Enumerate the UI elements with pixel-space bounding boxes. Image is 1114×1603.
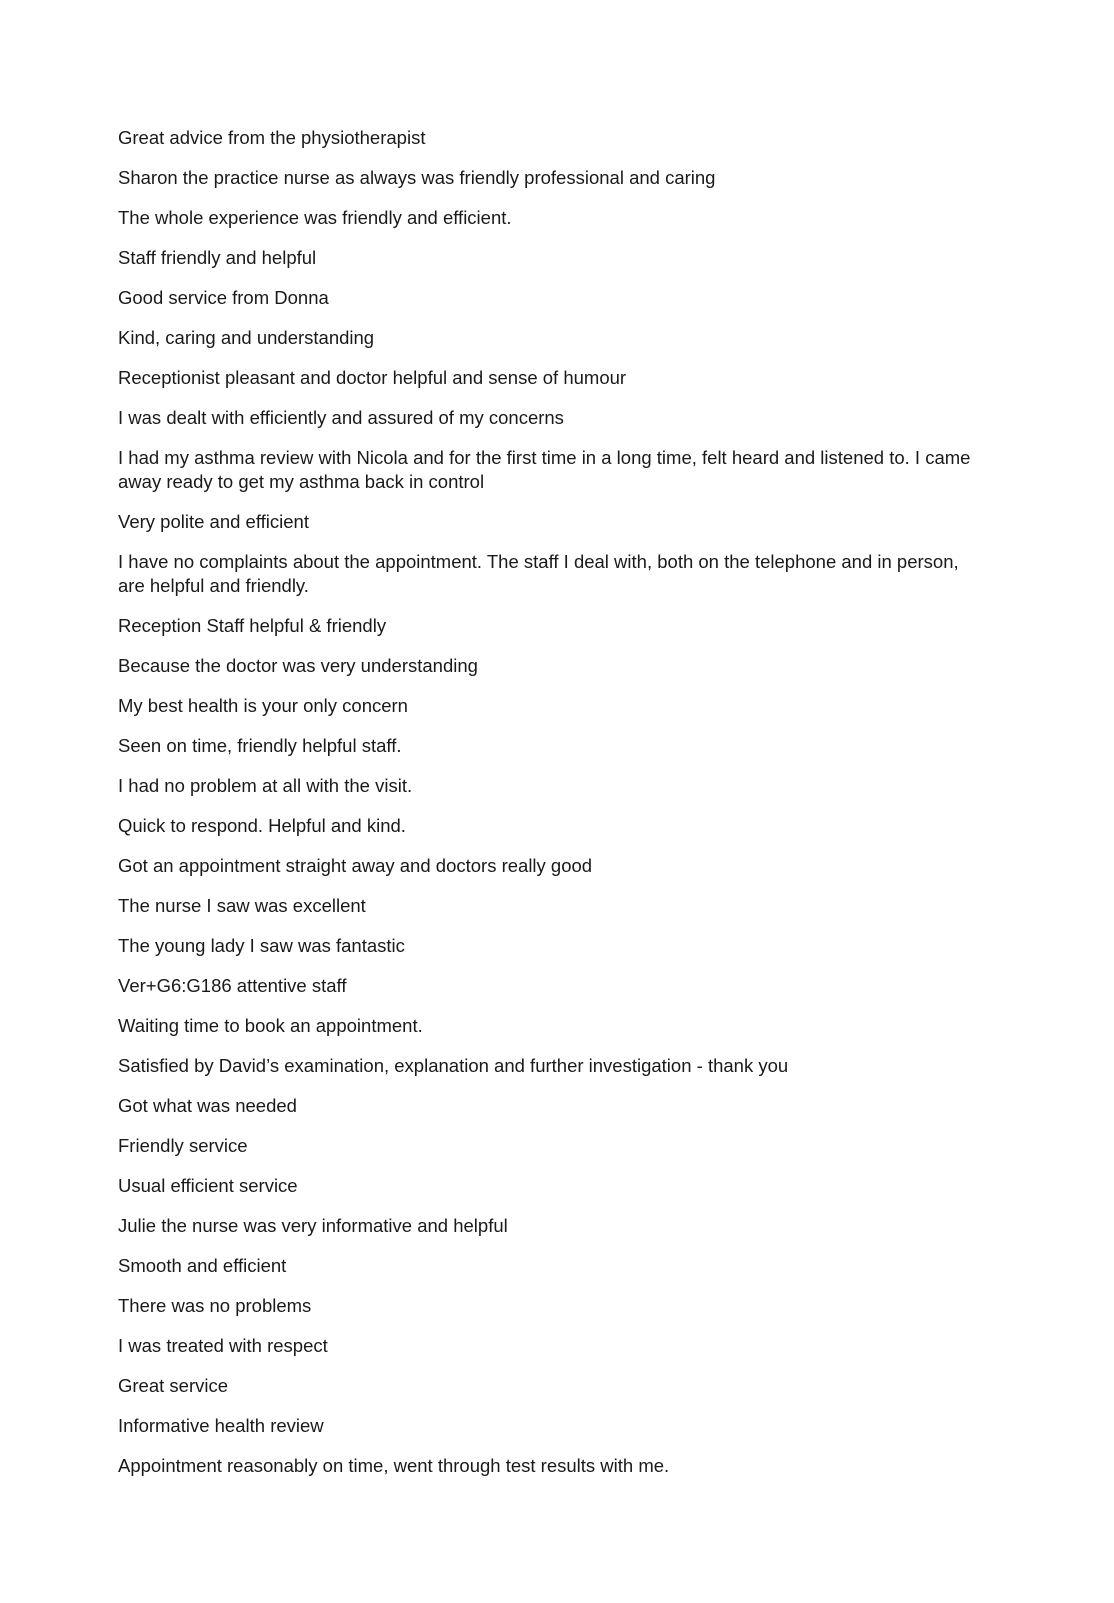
feedback-comment: Got what was needed [118, 1095, 297, 1116]
feedback-comment: Very polite and efficient [118, 511, 309, 532]
feedback-comment: Julie the nurse was very informative and helpful [118, 1215, 508, 1236]
feedback-comment: I was dealt with efficiently and assured of my concerns [118, 407, 564, 428]
feedback-comment: Smooth and efficient [118, 1255, 287, 1276]
feedback-comment: Receptionist pleasant and doctor helpful and sense of humour [118, 367, 627, 388]
feedback-comment: The nurse I saw was excellent [118, 895, 366, 916]
feedback-comment: I had no problem at all with the visit. [118, 775, 413, 796]
feedback-comment: Usual efficient service [118, 1175, 298, 1196]
feedback-comment: Satisfied by David’s examination, explanation and further investigation - thank you [118, 1055, 789, 1076]
feedback-comment: Sharon the practice nurse as always was friendly professional and caring [118, 167, 716, 188]
feedback-comment: The young lady I saw was fantastic [118, 935, 405, 956]
feedback-comment: Good service from Donna [118, 287, 329, 308]
feedback-comment: Kind, caring and understanding [118, 327, 375, 348]
feedback-comment: Great advice from the physiotherapist [118, 127, 426, 148]
feedback-comment: Because the doctor was very understanding [118, 655, 478, 676]
feedback-comment: The whole experience was friendly and efficient. [118, 207, 512, 228]
feedback-comment: Appointment reasonably on time, went through test results with me. [118, 1455, 670, 1476]
feedback-comment: My best health is your only concern [118, 695, 408, 716]
feedback-comment: There was no problems [118, 1295, 312, 1316]
feedback-comment: Waiting time to book an appointment. [118, 1015, 423, 1036]
feedback-comment: Quick to respond. Helpful and kind. [118, 815, 406, 836]
feedback-comment: I have no complaints about the appointment. The staff I deal with, both on the telephone and in person, are helpful and friendly. [118, 551, 959, 596]
feedback-comment: Friendly service [118, 1135, 248, 1156]
feedback-comment: I had my asthma review with Nicola and for the first time in a long time, felt heard and listened to. I came away ready to get my asthma back in control [118, 447, 971, 492]
feedback-comment: Informative health review [118, 1415, 324, 1436]
feedback-comment: Got an appointment straight away and doctors really good [118, 855, 593, 876]
feedback-comment: Ver+G6:G186 attentive staff [118, 975, 347, 996]
feedback-comment: I was treated with respect [118, 1335, 328, 1356]
feedback-comment: Great service [118, 1375, 229, 1396]
feedback-comment: Staff friendly and helpful [118, 247, 317, 268]
feedback-comments-list [118, 126, 988, 1494]
feedback-comment: Reception Staff helpful & friendly [118, 615, 387, 636]
feedback-comment: Seen on time, friendly helpful staff. [118, 735, 402, 756]
